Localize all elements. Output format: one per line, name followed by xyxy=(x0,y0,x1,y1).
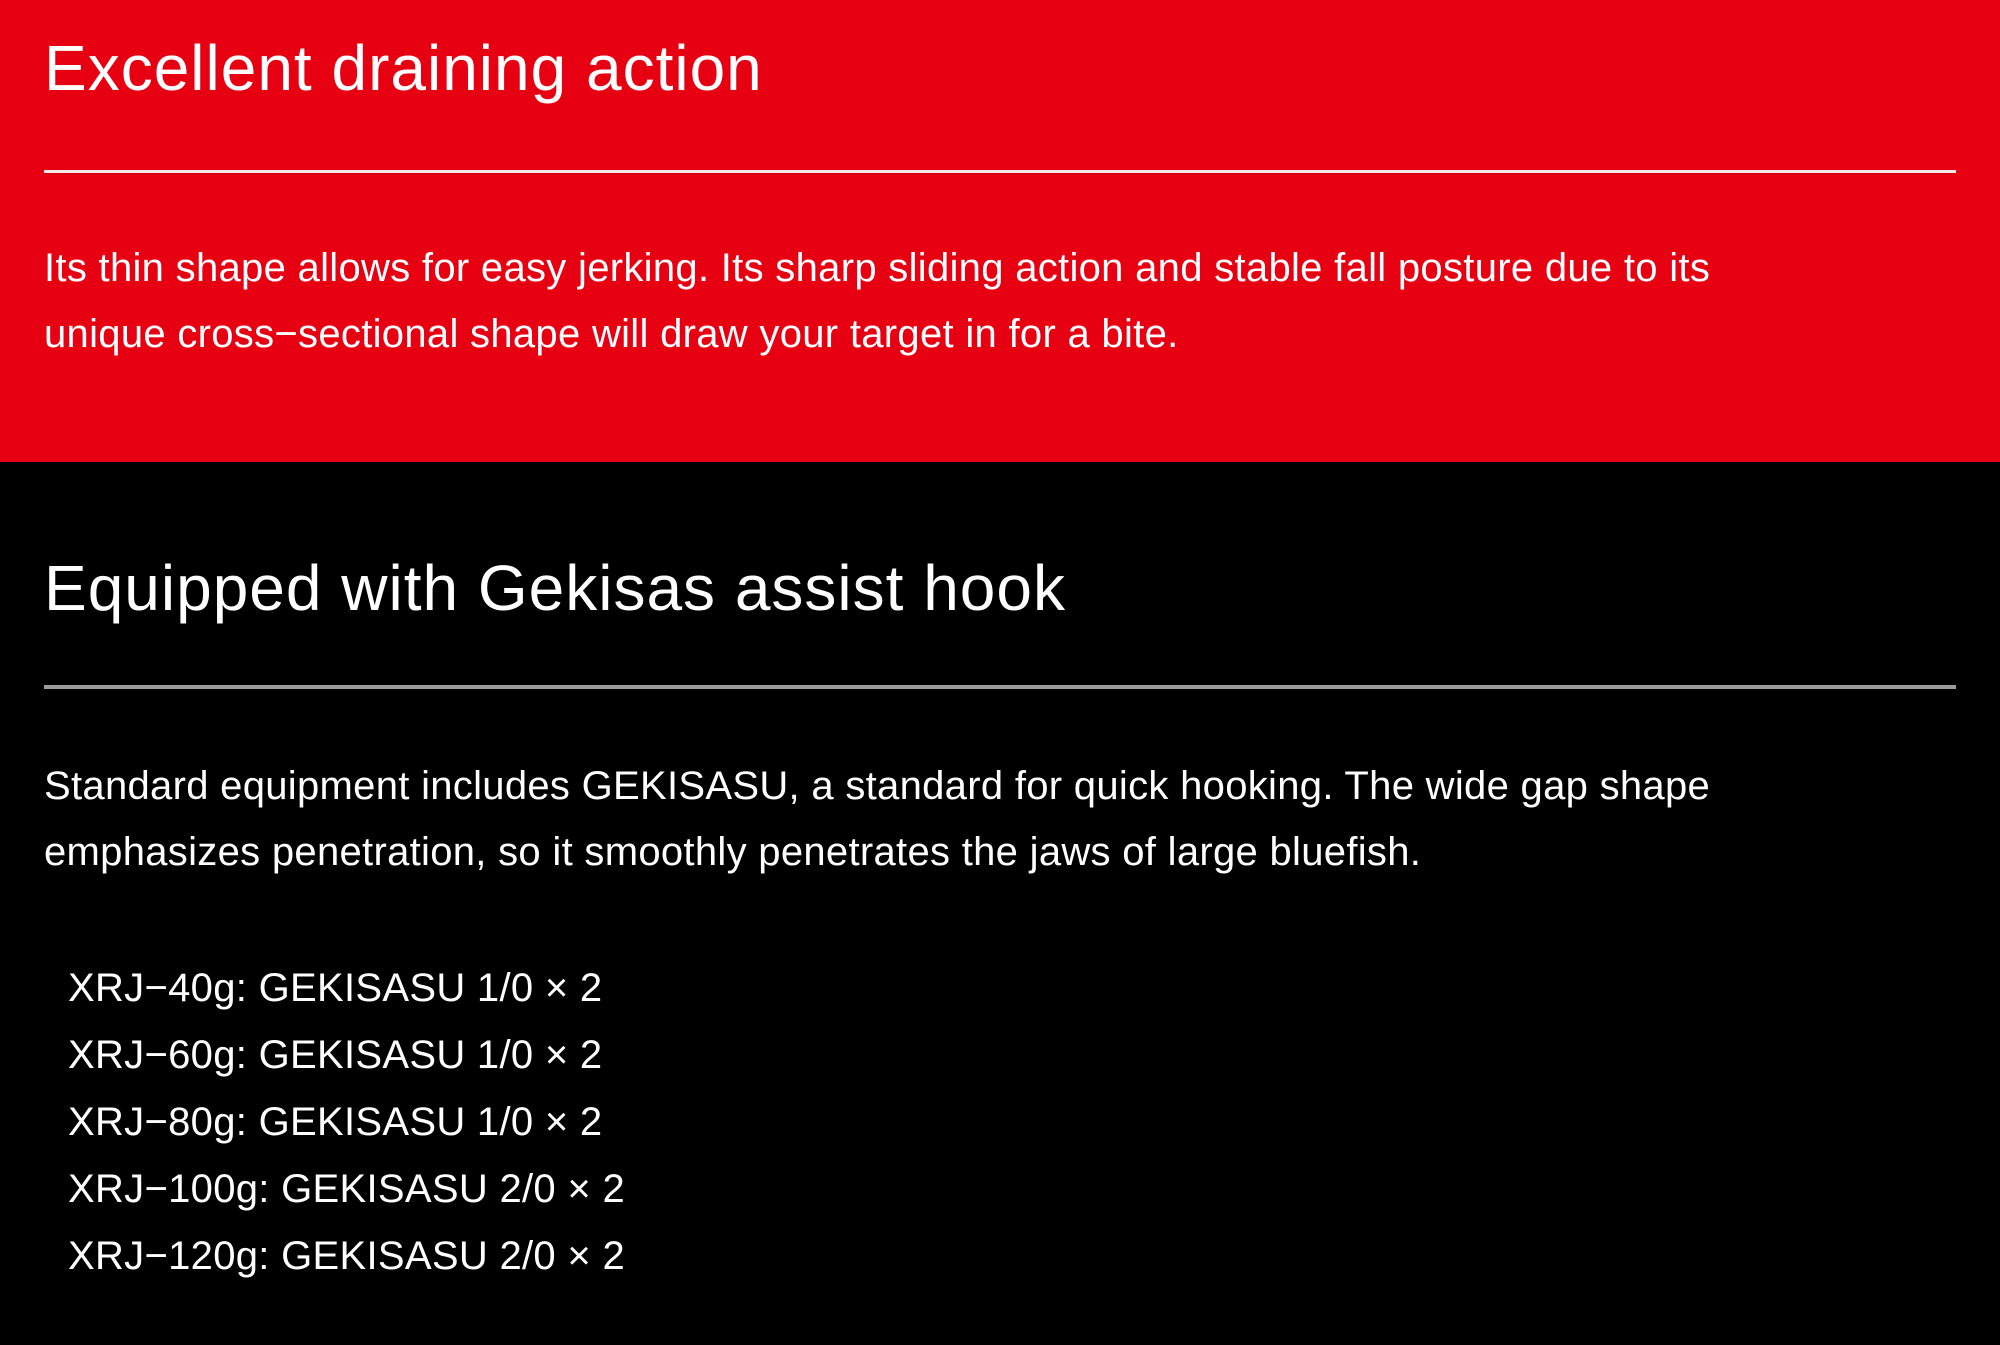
assist-hook-section xyxy=(0,462,2000,1345)
hook-spec-item-40g: XRJ−40g: GEKISASU 1/0 × 2 xyxy=(68,966,603,1010)
section-divider xyxy=(44,685,1956,689)
paragraph-line: emphasizes penetration, so it smoothly penetrates the jaws of large bluefish. xyxy=(44,830,1422,874)
paragraph-line: Its thin shape allows for easy jerking. Its sharp sliding action and stable fall posture due to its xyxy=(44,246,1711,290)
draining-action-section xyxy=(0,0,2000,462)
draining-action-heading: Excellent draining action xyxy=(44,32,763,104)
paragraph-line: Standard equipment includes GEKISASU, a standard for quick hooking. The wide gap shape xyxy=(44,764,1711,808)
section-divider xyxy=(44,170,1956,173)
assist-hook-heading: Equipped with Gekisas assist hook xyxy=(44,552,1066,624)
draining-action-paragraph xyxy=(44,235,1956,367)
assist-hook-paragraph xyxy=(44,753,1956,885)
paragraph-line: unique cross−sectional shape will draw your target in for a bite. xyxy=(44,312,1179,356)
hook-spec-item-120g: XRJ−120g: GEKISASU 2/0 × 2 xyxy=(68,1234,625,1278)
hook-spec-list xyxy=(44,955,1956,1290)
hook-spec-item-60g: XRJ−60g: GEKISASU 1/0 × 2 xyxy=(68,1033,603,1077)
hook-spec-item-100g: XRJ−100g: GEKISASU 2/0 × 2 xyxy=(68,1167,625,1211)
hook-spec-item-80g: XRJ−80g: GEKISASU 1/0 × 2 xyxy=(68,1100,603,1144)
